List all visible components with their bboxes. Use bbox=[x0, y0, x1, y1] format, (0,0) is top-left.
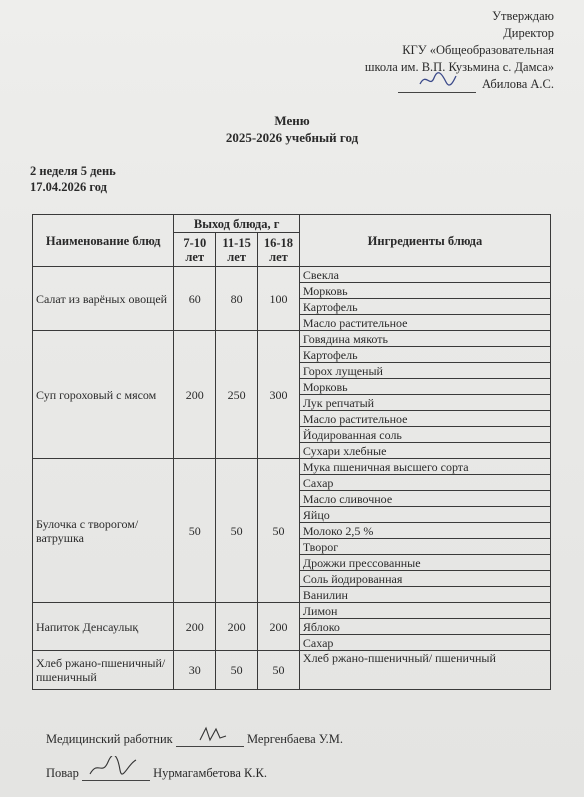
ingredient-cell: Мука пшеничная высшего сорта bbox=[299, 459, 550, 475]
ingredient-cell: Масло растительное bbox=[299, 411, 550, 427]
dish-output-11-15: 80 bbox=[216, 267, 258, 331]
header-dish-name: Наименование блюд bbox=[33, 215, 174, 267]
menu-title-line-1: Меню bbox=[274, 113, 310, 128]
medic-label: Медицинский работник bbox=[46, 732, 173, 746]
menu-table bbox=[32, 214, 551, 690]
dish-output-7-10: 30 bbox=[174, 651, 216, 690]
ingredient-cell: Сахар bbox=[299, 475, 550, 491]
ingredient-cell: Говядина мякоть bbox=[299, 331, 550, 347]
ingredient-cell: Яйцо bbox=[299, 507, 550, 523]
ingredient-cell: Лимон bbox=[299, 603, 550, 619]
approval-block bbox=[294, 8, 554, 93]
menu-title-line-2: 2025-2026 учебный год bbox=[225, 130, 359, 145]
table-row bbox=[33, 267, 551, 283]
menu-table-body bbox=[33, 267, 551, 690]
header-age-11-15: 11-15 лет bbox=[216, 233, 258, 267]
dish-output-16-18: 200 bbox=[258, 603, 300, 651]
dish-output-7-10: 200 bbox=[174, 331, 216, 459]
dish-output-16-18: 50 bbox=[258, 651, 300, 690]
approval-line-2: Директор bbox=[503, 26, 554, 40]
header-ingredients: Ингредиенты блюда bbox=[299, 215, 550, 267]
ingredient-cell: Морковь bbox=[299, 379, 550, 395]
dish-output-11-15: 50 bbox=[216, 459, 258, 603]
ingredient-cell: Соль йодированная bbox=[299, 571, 550, 587]
ingredient-cell: Горох лущеный bbox=[299, 363, 550, 379]
ingredient-cell: Лук репчатый bbox=[299, 395, 550, 411]
table-row bbox=[33, 459, 551, 475]
dish-output-11-15: 200 bbox=[216, 603, 258, 651]
ingredient-cell: Свекла bbox=[299, 267, 550, 283]
cook-name: Нурмагамбетова К.К. bbox=[153, 766, 267, 780]
week-date: 17.04.2026 год bbox=[30, 180, 107, 194]
dish-output-16-18: 50 bbox=[258, 459, 300, 603]
dish-output-11-15: 50 bbox=[216, 651, 258, 690]
ingredient-cell: Сухари хлебные bbox=[299, 443, 550, 459]
header-age-7-10: 7-10 лет bbox=[174, 233, 216, 267]
table-row bbox=[33, 331, 551, 347]
ingredient-cell: Картофель bbox=[299, 299, 550, 315]
header-age-16-18: 16-18 лет bbox=[258, 233, 300, 267]
ingredient-cell: Картофель bbox=[299, 347, 550, 363]
approval-line-3: КГУ «Общеобразовательная bbox=[402, 43, 554, 57]
cook-signature-row bbox=[46, 766, 267, 781]
ingredient-cell: Дрожжи прессованные bbox=[299, 555, 550, 571]
week-day: 2 неделя 5 день bbox=[30, 164, 116, 178]
dish-output-7-10: 60 bbox=[174, 267, 216, 331]
ingredient-cell: Ванилин bbox=[299, 587, 550, 603]
ingredient-cell: Творог bbox=[299, 539, 550, 555]
cook-signature bbox=[82, 766, 150, 781]
medic-signature bbox=[176, 732, 244, 747]
menu-title bbox=[0, 112, 584, 146]
dish-name: Салат из варёных овощей bbox=[33, 267, 174, 331]
week-info bbox=[30, 163, 116, 195]
table-row bbox=[33, 603, 551, 619]
table-row bbox=[33, 651, 551, 690]
ingredient-cell: Хлеб ржано-пшеничный/ пшеничный bbox=[299, 651, 550, 690]
dish-output-7-10: 50 bbox=[174, 459, 216, 603]
header-output: Выход блюда, г bbox=[174, 215, 300, 233]
ingredient-cell: Молоко 2,5 % bbox=[299, 523, 550, 539]
approval-signer: Абилова А.С. bbox=[482, 77, 554, 91]
dish-output-16-18: 300 bbox=[258, 331, 300, 459]
director-signature bbox=[398, 78, 476, 93]
cook-label: Повар bbox=[46, 766, 79, 780]
dish-name: Булочка с творогом/ ватрушка bbox=[33, 459, 174, 603]
medic-signature-row bbox=[46, 732, 343, 747]
ingredient-cell: Яблоко bbox=[299, 619, 550, 635]
ingredient-cell: Сахар bbox=[299, 635, 550, 651]
dish-output-11-15: 250 bbox=[216, 331, 258, 459]
ingredient-cell: Морковь bbox=[299, 283, 550, 299]
medic-name: Мергенбаева У.М. bbox=[246, 732, 343, 746]
approval-line-4: школа им. В.П. Кузьмина с. Дамса» bbox=[364, 60, 554, 74]
dish-name: Напиток Денсаулық bbox=[33, 603, 174, 651]
ingredient-cell: Масло сливочное bbox=[299, 491, 550, 507]
dish-name: Хлеб ржано-пшеничный/ пшеничный bbox=[33, 651, 174, 690]
ingredient-cell: Йодированная соль bbox=[299, 427, 550, 443]
dish-output-7-10: 200 bbox=[174, 603, 216, 651]
approval-line-1: Утверждаю bbox=[492, 9, 554, 23]
approval-signature-row bbox=[294, 76, 554, 93]
dish-name: Суп гороховый с мясом bbox=[33, 331, 174, 459]
ingredient-cell: Масло растительное bbox=[299, 315, 550, 331]
dish-output-16-18: 100 bbox=[258, 267, 300, 331]
